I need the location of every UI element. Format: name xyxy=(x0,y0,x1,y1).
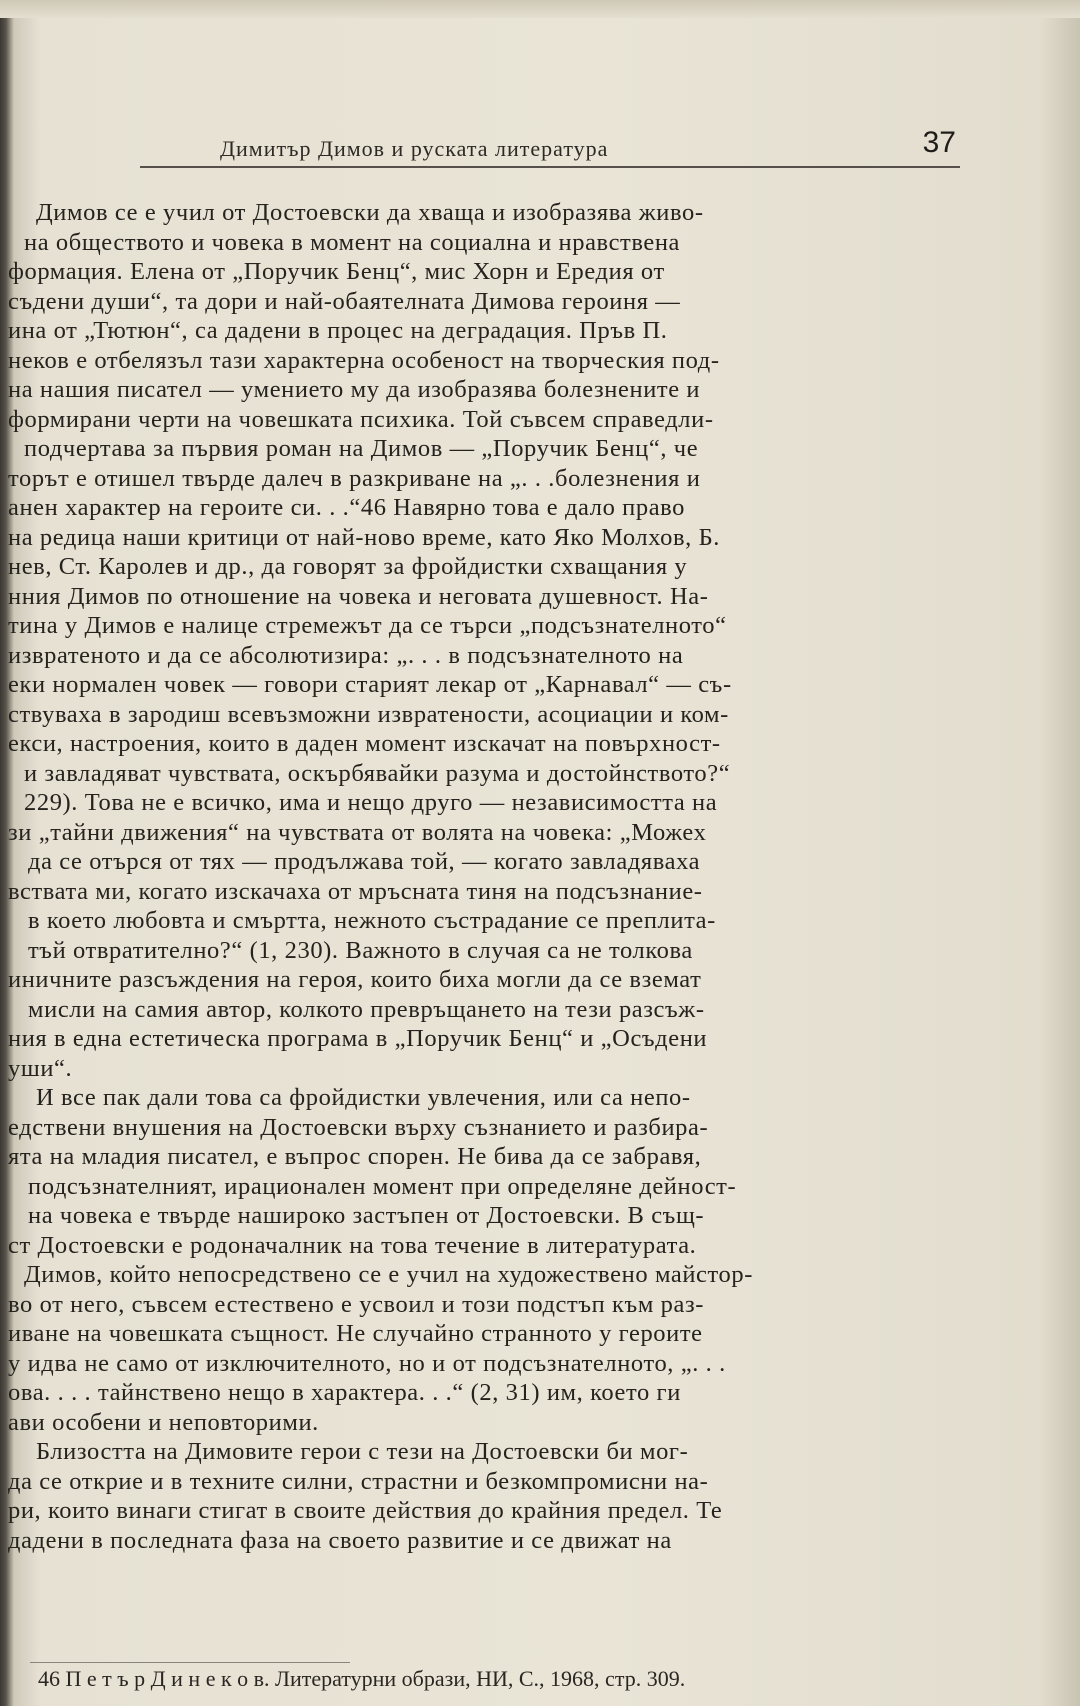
text-line: едствени внушения на Достоевски върху съзнанието и разбира- xyxy=(8,1113,709,1141)
text-line: неков е отбелязъл тази характерна особеност на творческия под- xyxy=(8,346,720,374)
text-line: на обществото и човека в момент на социална и нравствена xyxy=(24,228,681,256)
text-line: подсъзнателният, ирационален момент при определяне дейност- xyxy=(28,1172,737,1200)
text-line: во от него, съвсем естествено е усвоил и този подстъп към раз- xyxy=(8,1290,705,1318)
text-line: ст Достоевски е родоначалник на това течение в литературата. xyxy=(8,1231,697,1259)
text-line: еки нормален човек — говори старият лекар от „Карнавал“ — съ- xyxy=(8,671,732,698)
text-line: ави особени и неповторими. xyxy=(8,1408,319,1436)
body-text xyxy=(0,198,1060,1555)
running-title: Димитър Димов и руската литература xyxy=(220,136,609,161)
text-line: Димов се е учил от Достоевски да хваща и изобразява живо- xyxy=(36,199,704,226)
text-line: на нашия писател — умението му да изобразява болезнените и xyxy=(8,376,701,403)
text-line: подчертава за първия роман на Димов — „Поручик Бенц“, че xyxy=(24,435,699,462)
footnote: 46 П е т ъ р Д и н е к о в. Литературни образи, НИ, С., 1968, стр. 309. xyxy=(38,1666,686,1691)
text-line: нния Димов по отношение на човека и неговата душевност. На- xyxy=(8,582,709,610)
text-line: и завладяват чувствата, оскърбявайки разума и достойнството?“ xyxy=(24,759,731,787)
text-line: иване на човешката същност. Не случайно странното у героите xyxy=(8,1320,703,1347)
text-line: торът е отишел твърде далеч в разкриване на „. . .болезнения и xyxy=(8,464,701,492)
text-line: иничните разсъждения на героя, които биха могли да се вземат xyxy=(8,966,702,993)
text-line: вствата ми, когато изскачаха от мръсната тиня на подсъзнание- xyxy=(8,877,703,905)
scan-top-edge xyxy=(0,0,1080,18)
text-line: да се открие и в техните силни, страстни и безкомпромисни на- xyxy=(8,1467,709,1495)
text-line: И все пак дали това са фройдистки увлечения, или са непо- xyxy=(36,1084,691,1111)
text-line: ина от „Тютюн“, са дадени в процес на деградация. Пръв П. xyxy=(8,317,668,344)
text-line: да се отърся от тях — продължава той, — когато завладяваха xyxy=(28,848,701,875)
text-line: нев, Ст. Каролев и др., да говорят за фройдистки схващания у xyxy=(8,553,688,580)
text-line: дадени в последната фаза на своето развитие и се движат на xyxy=(8,1526,672,1554)
text-line: тъй отвратително?“ (1, 230). Важното в случая са не толкова xyxy=(28,936,693,964)
text-line: Близостта на Димовите герои с тези на Достоевски би мог- xyxy=(36,1438,689,1465)
text-line: тина у Димов е налице стремежът да се търси „подсъзнателното“ xyxy=(8,612,727,639)
text-line: в което любовта и смъртта, нежното състрадание се преплита- xyxy=(28,907,716,934)
text-line: ния в една естетическа програма в „Поручик Бенц“ и „Осъдени xyxy=(8,1025,708,1052)
text-line: формация. Елена от „Поручик Бенц“, мис Хорн и Ередия от xyxy=(8,258,665,285)
text-line: ствуваха в зародиш всевъзможни извратености, асоциации и ком- xyxy=(8,700,729,728)
text-line: формирани черти на човешката психика. Той съвсем справедли- xyxy=(8,405,714,433)
header-rule xyxy=(140,166,960,168)
text-line: извратеното и да се абсолютизира: „. . . в подсъзнателното на xyxy=(8,641,684,669)
text-line: мисли на самия автор, колкото превръщането на тези разсъж- xyxy=(28,995,705,1023)
text-line: у идва не само от изключителното, но и от подсъзнателното, „. . . xyxy=(8,1349,726,1377)
text-line: на човека е твърде нашироко застъпен от Достоевски. В същ- xyxy=(28,1202,705,1229)
text-line: съдени души“, та дори и най-обаятелната Димова героиня — xyxy=(8,287,681,315)
text-line: на редица наши критици от най-ново време, като Яко Молхов, Б. xyxy=(8,523,721,551)
text-line: ри, които винаги стигат в своите действия до крайния предел. Те xyxy=(8,1497,723,1524)
text-line: анен характер на героите си. . .“46 Навярно това е дало право xyxy=(8,494,686,521)
text-line: ова. . . . тайнствено нещо в характера. . .“ (2, 31) им, което ги xyxy=(8,1379,681,1406)
text-line: Димов, който непосредствено се е учил на художествено майстор- xyxy=(24,1261,753,1288)
text-line: 229). Това не е всичко, има и нещо друго — независимостта на xyxy=(24,789,718,816)
text-line: ята на младия писател, е въпрос спорен. Не бива да се забравя, xyxy=(8,1143,702,1170)
footnote-rule xyxy=(30,1662,350,1663)
text-line: уши“. xyxy=(8,1054,73,1082)
page-number: 37 xyxy=(922,126,956,159)
text-line: зи „тайни движения“ на чувствата от волята на човека: „Можех xyxy=(8,818,707,846)
text-line: екси, настроения, които в даден момент изскачат на повърхност- xyxy=(8,730,721,757)
